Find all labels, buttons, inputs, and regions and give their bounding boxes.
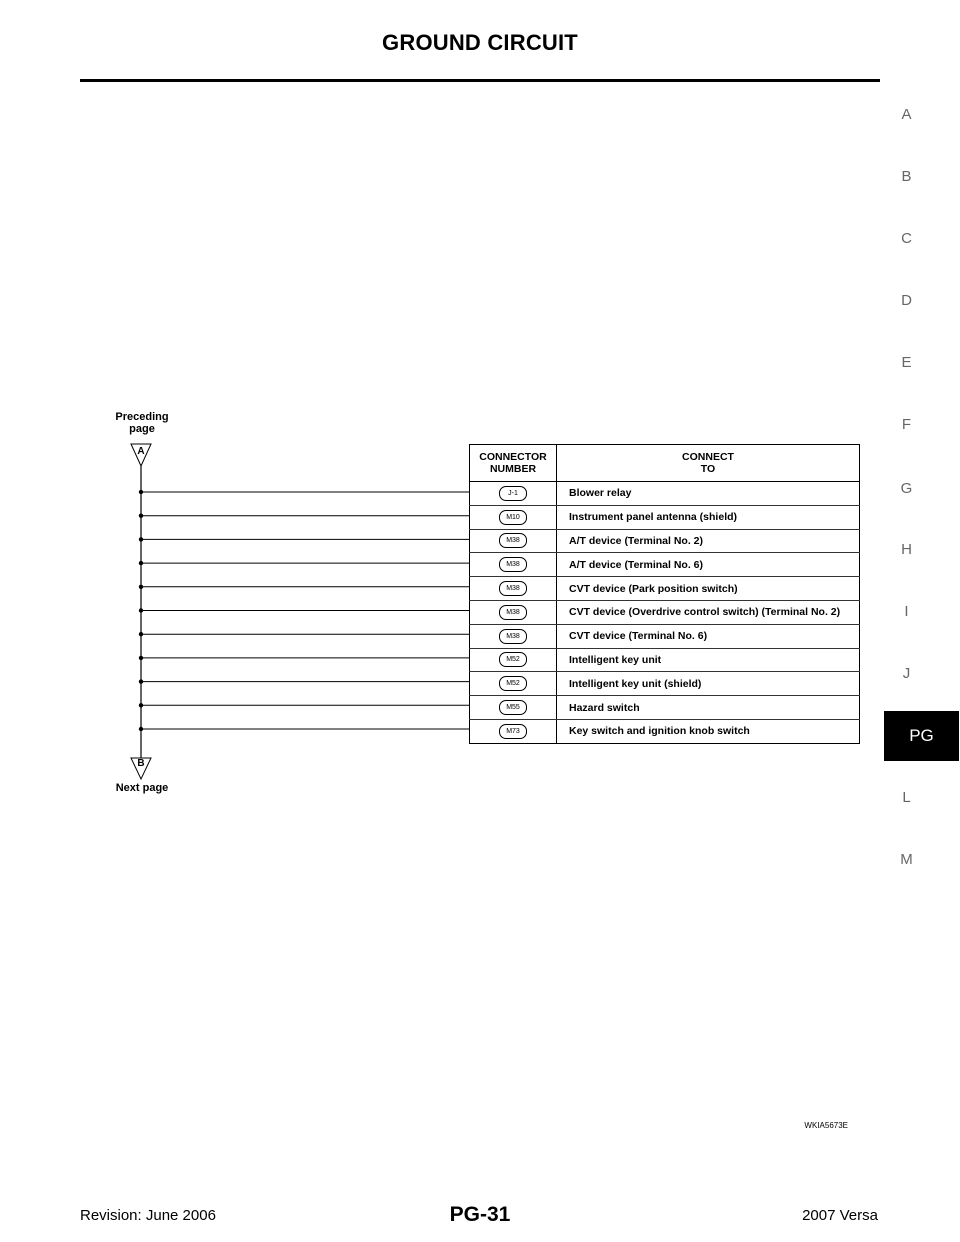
connect-to-cell: A/T device (Terminal No. 2) [557,529,860,553]
connect-to-cell: CVT device (Overdrive control switch) (Terminal No. 2) [557,600,860,624]
connector-badge: M52 [499,676,527,691]
page-title: GROUND CIRCUIT [382,30,578,55]
connect-to-cell: Hazard switch [557,696,860,720]
table-row [470,600,860,624]
section-index-letter[interactable]: F [901,416,912,433]
section-index-letter[interactable]: I [904,603,909,620]
table-row [470,553,860,577]
connector-a-label: A [137,446,145,457]
splice-dot [139,656,143,660]
connector-badge: M55 [499,700,527,715]
connector-table-header [470,445,860,482]
connect-to-cell: Blower relay [557,482,860,506]
section-index-letter[interactable]: D [901,292,912,309]
connector-badge: M38 [499,629,527,644]
section-index-letter[interactable]: J [902,665,911,682]
splice-dot [139,679,143,683]
connector-badge: M38 [499,557,527,572]
preceding-label-line2: page [129,423,155,435]
table-row [470,648,860,672]
splice-dot [139,537,143,541]
connect-to-cell: A/T device (Terminal No. 6) [557,553,860,577]
connect-to-cell: CVT device (Terminal No. 6) [557,624,860,648]
connector-badge: J-1 [499,486,527,501]
section-index-letter[interactable]: B [901,168,912,185]
connector-badge: M38 [499,605,527,620]
splice-dot [139,632,143,636]
table-row [470,672,860,696]
connector-badge: M10 [499,510,527,525]
connector-header-line2: NUMBER [489,463,537,475]
connect-to-header [557,445,860,482]
table-row [470,529,860,553]
figure-reference-code: WKIA5673E [804,1121,848,1130]
connect-to-cell: Instrument panel antenna (shield) [557,505,860,529]
connector-b-label: B [137,758,145,769]
splice-dot [139,608,143,612]
connect-to-cell: Key switch and ignition knob switch [569,725,750,738]
section-index-letter[interactable]: G [900,480,913,497]
section-index-letter[interactable]: E [901,354,912,371]
splice-dot [139,561,143,565]
connect-to-cell: Intelligent key unit (shield) [557,672,860,696]
table-row [470,505,860,529]
table-row [470,577,860,601]
splice-dot [139,490,143,494]
section-index-letter[interactable]: A [901,106,912,123]
splice-dot [139,585,143,589]
connector-header-line1: CONNECTOR [479,451,547,463]
connector-table [469,444,860,744]
section-index-letter[interactable]: C [901,230,912,247]
connect-to-cell: Intelligent key unit [557,648,860,672]
branch-wires [139,490,469,731]
section-index-letter[interactable]: L [902,789,911,806]
connector-badge: M52 [499,652,527,667]
preceding-label-line1: Preceding [115,411,169,423]
section-index-active[interactable]: PG [884,711,959,761]
footer-model: 2007 Versa [802,1207,878,1224]
connector-badge: M38 [499,533,527,548]
footer-revision: Revision: June 2006 [80,1207,216,1224]
connector-badge: M73 [499,724,527,739]
table-row [470,696,860,720]
connect-header-line1: CONNECT [682,451,734,463]
splice-dot [139,703,143,707]
table-row [470,624,860,648]
footer-page-number: PG-31 [449,1203,511,1226]
section-index-letter[interactable]: M [900,851,913,868]
connector-number-header [470,445,557,482]
connect-header-line2: TO [700,463,716,475]
connect-to-cell: CVT device (Park position switch) [557,577,860,601]
table-row [470,482,860,506]
splice-dot [139,727,143,731]
connector-badge: M38 [499,581,527,596]
section-index-letter[interactable]: H [901,541,912,558]
next-page-label: Next page [115,782,169,794]
table-row [470,719,860,743]
splice-dot [139,514,143,518]
